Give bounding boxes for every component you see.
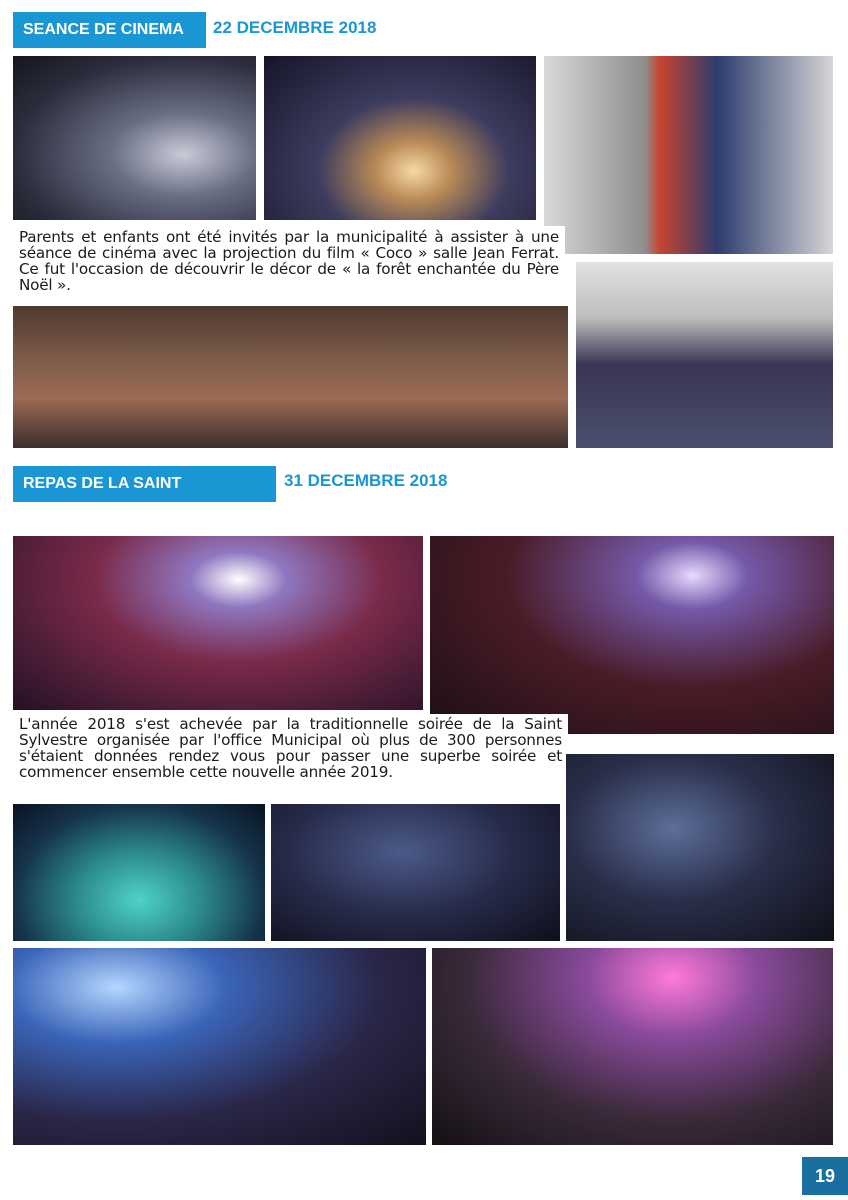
page-number: 19 xyxy=(802,1157,848,1195)
caption-cinema: Parents et enfants ont été invités par la municipalité à assister à une séance de cinéma avec la projection du film « Coco » salle Jean Ferrat. Ce fut l'occasion de découvrir le décor de « la forêt enchantée du Père Noël ». xyxy=(13,226,565,300)
section-date-cinema: 22 DECEMBRE 2018 xyxy=(213,18,377,37)
caption-saint-sylvestre: L'année 2018 s'est achevée par la traditionnelle soirée de la Saint Sylvestre organisée par l'office Municipal où plus de 300 personnes s'étaient données rendez vous pour passer une superbe soirée et commencer ensemble cette nouvelle année 2019. xyxy=(13,714,568,800)
photo-round-dance xyxy=(13,948,426,1145)
photo-audience-seated xyxy=(13,306,568,448)
photo-dance-floor-lights xyxy=(271,804,560,941)
photo-dance-floor-crowd xyxy=(430,536,834,734)
section-title-cinema: SEANCE DE CINEMA xyxy=(13,12,206,48)
photo-stage-pink-lights xyxy=(432,948,833,1145)
section-title-saint-sylvestre: REPAS DE LA SAINT SYLVESTRE xyxy=(13,466,276,502)
section-date-saint-sylvestre: 31 DECEMBRE 2018 xyxy=(284,471,448,490)
photo-stage-band-dancers xyxy=(13,536,423,710)
photo-enchanted-forest-decor xyxy=(264,56,536,220)
photo-party-guests-hats xyxy=(566,754,834,941)
photo-christmas-decor-entrance xyxy=(13,56,256,220)
photo-cinema-hall-welcome xyxy=(544,56,833,254)
photo-dancing-couples xyxy=(13,804,265,941)
photo-cinema-screen-audience xyxy=(576,262,833,448)
